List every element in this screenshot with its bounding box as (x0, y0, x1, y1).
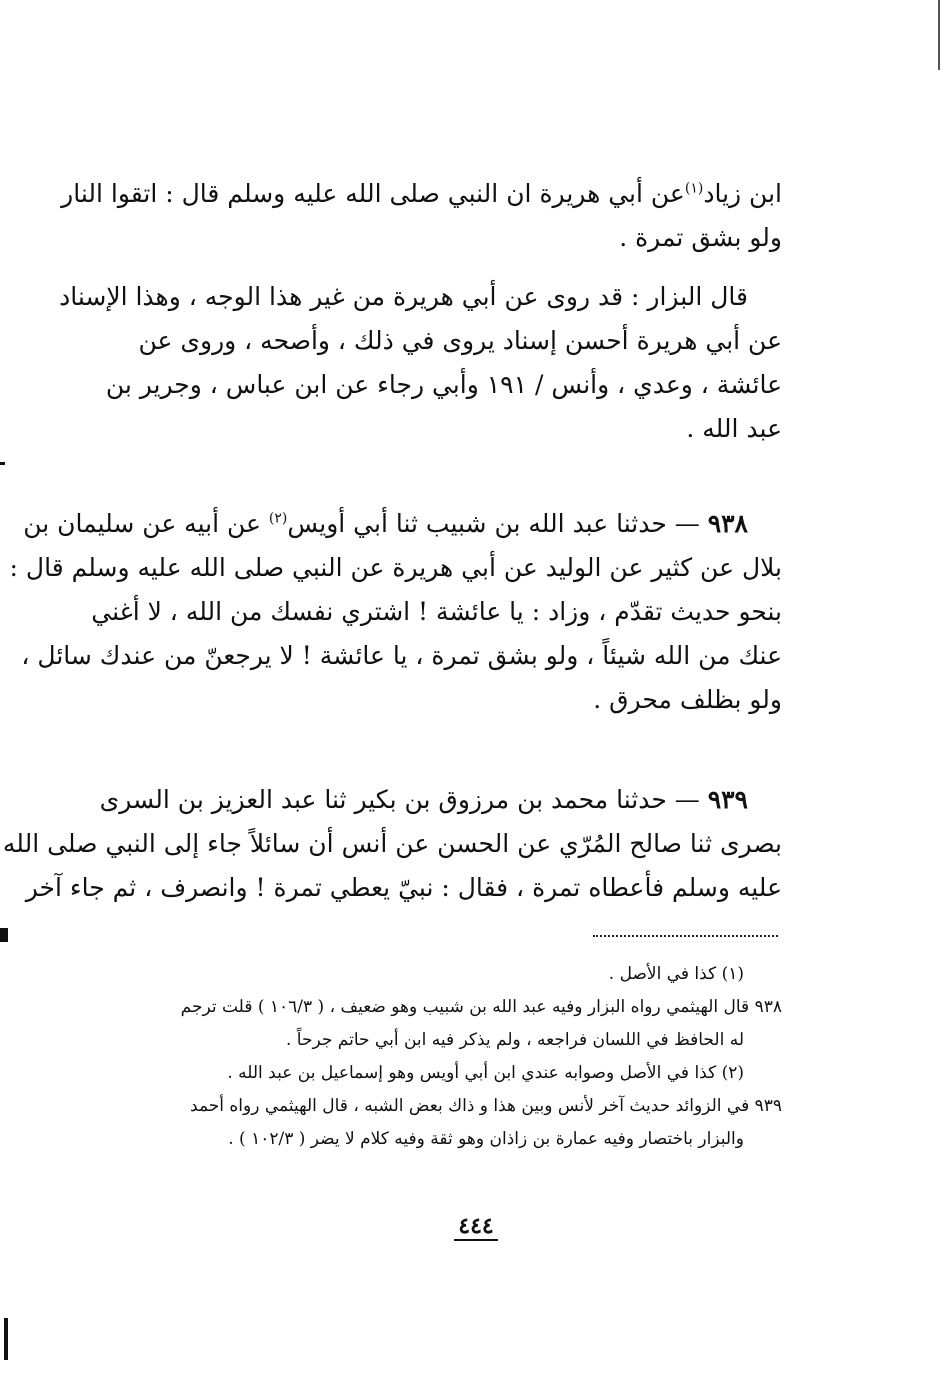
text-run: عن أبي هريرة ان النبي صلى الله عليه وسلم قال : اتقوا النار (61, 179, 685, 208)
scan-edge-mark (4, 1318, 8, 1360)
text-line: عائشة ، وعدي ، وأنس / ١٩١ وأبي رجاء عن ابن عباس ، وجرير بن (105, 370, 782, 399)
page-number-text: ٤٤٤ (454, 1213, 497, 1241)
text-line: ولو بظلف محرق . (593, 685, 782, 714)
scan-edge-mark (938, 0, 940, 70)
footnote-ref: (٢) (268, 510, 288, 527)
footnote-separator (593, 935, 778, 937)
text-line: قال البزار : قد روى عن أبي هريرة من غير هذا الوجه ، وهذا الإسناد (59, 282, 748, 311)
footnote-1: (١) كذا في الأصل . (608, 964, 744, 984)
paragraph-hadith-939 (2, 778, 782, 910)
paragraph-bazzar-comment (59, 275, 782, 451)
text-line: عن أبي هريرة أحسن إسناد يروى في ذلك ، وأصحه ، وروى عن (138, 326, 782, 355)
text-line: بلال عن كثير عن الوليد عن أبي هريرة عن النبي صلى الله عليه وسلم قال : (9, 553, 782, 582)
text-run: ابن زياد (703, 179, 782, 208)
text-run: — حدثنا عبد الله بن شبيب ثنا أبي أويس (287, 509, 700, 538)
text-line (61, 172, 782, 216)
text-line: عنك من الله شيئاً ، ولو بشق تمرة ، يا عائشة ! لا يرجعنّ من عندك سائل ، (21, 641, 782, 670)
text-line (23, 502, 782, 546)
paragraph-hadith-continuation (61, 172, 782, 260)
text-line (99, 778, 782, 822)
text-run: — حدثنا محمد بن مرزوق بن بكير ثنا عبد العزيز بن السرى (99, 785, 700, 814)
text-line: ولو بشق تمرة . (619, 223, 782, 252)
hadith-number: ٩٣٩ (707, 785, 748, 814)
page-number (0, 1213, 952, 1239)
text-line: عليه وسلم فأعطاه تمرة ، فقال : نبيّ يعطي تمرة ! وانصرف ، ثم جاء آخر (25, 873, 782, 902)
text-run: عن أبيه عن سليمان بن (23, 509, 261, 538)
footnote-938-line: ٩٣٨ قال الهيثمي رواه البزار وفيه عبد الله بن شبيب وهو ضعيف ، ( ١٠٦/٣ ) قلت ترجم (180, 997, 782, 1017)
footnote-2: (٢) كذا في الأصل وصوابه عندي ابن أبي أويس وهو إسماعيل بن عبد الله . (227, 1063, 744, 1083)
scan-edge-mark (0, 928, 8, 942)
footnote-ref: (١) (684, 180, 704, 197)
footnote-938-line: له الحافظ في اللسان فراجعه ، ولم يذكر فيه ابن أبي حاتم جرحاً . (286, 1030, 744, 1050)
text-line: بصرى ثنا صالح المُرّي عن الحسن عن أنس أن سائلاً جاء إلى النبي صلى الله (2, 829, 782, 858)
text-line: بنحو حديث تقدّم ، وزاد : يا عائشة ! اشتري نفسك من الله ، لا أغني (91, 597, 782, 626)
footnotes (107, 958, 782, 1156)
hadith-number: ٩٣٨ (707, 509, 748, 538)
text-line: عبد الله . (686, 414, 782, 443)
footnote-939-line: ٩٣٩ في الزوائد حديث آخر لأنس وبين هذا و ذاك بعض الشبه ، قال الهيثمي رواه أحمد (190, 1096, 782, 1116)
scan-edge-mark (0, 462, 5, 465)
paragraph-hadith-938 (9, 502, 782, 722)
footnote-939-line: والبزار باختصار وفيه عمارة بن زاذان وهو ثقة وفيه كلام لا يضر ( ١٠٢/٣ ) . (228, 1129, 744, 1149)
